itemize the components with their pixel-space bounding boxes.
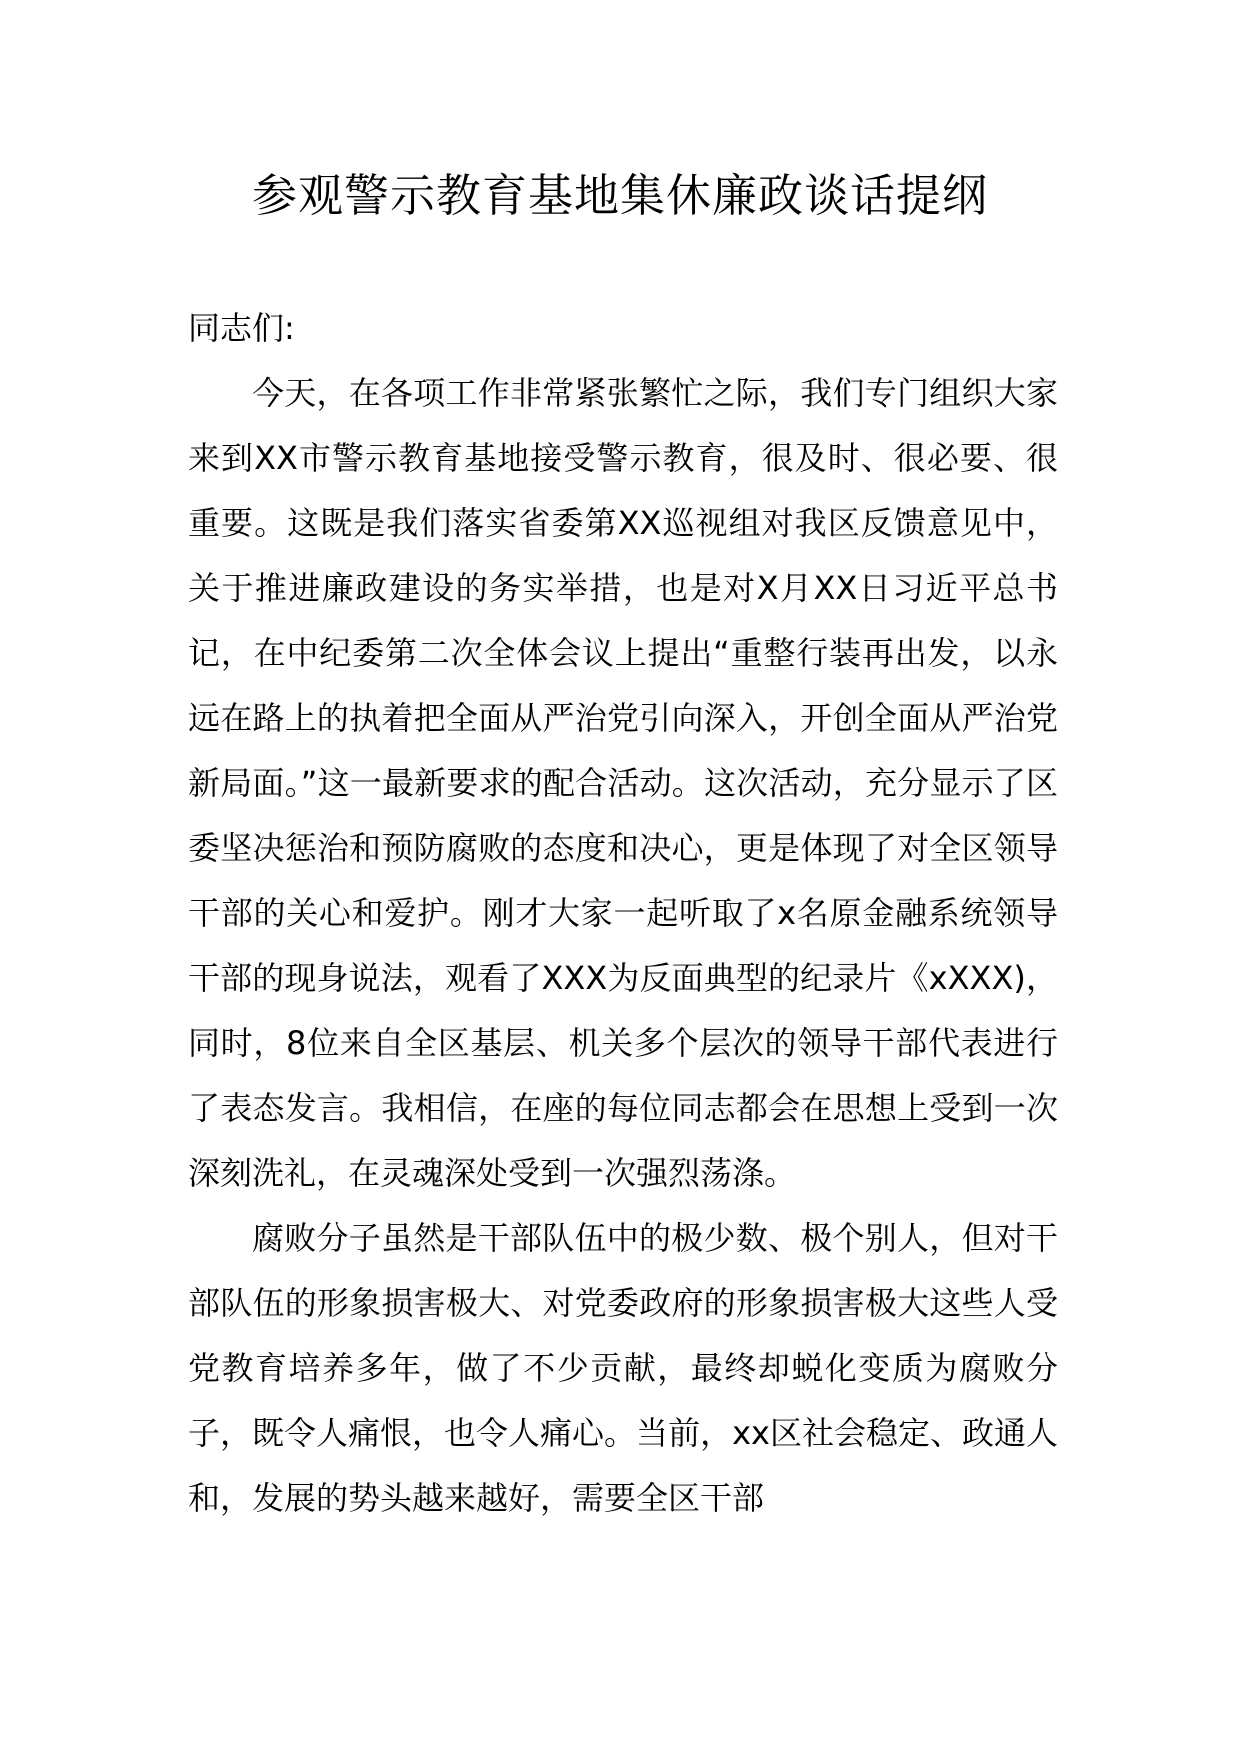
- paragraph-2: 腐败分子虽然是干部队伍中的极少数、极个别人，但对干部队伍的形象损害极大、对党委政府的形象损害极大这些人受党教育培养多年，做了不少贡献，最终却蜕化变质为腐败分子，既令人痛恨，也令人痛心。当前，xx区社会稳定、政通人和，发展的势头越来越好，需要全区干部: [188, 1219, 1058, 1517]
- document-title: 参观警示教育基地集休廉政谈话提纲: [251, 169, 988, 222]
- paragraph-1: 今天，在各项工作非常紧张繁忙之际，我们专门组织大家来到XX市警示教育基地接受警示教育，很及时、很必要、很重要。这既是我们落实省委第XX巡视组对我区反馈意见中，关于推进廉政建设的务实举措，也是对X月XX日习近平总书记，在中纪委第二次全体会议上提出“重整行装再出发，以永远在路上的执着把全面从严治党引向深入，开创全面从严治党新局面。”这一最新要求的配合活动。这次活动，充分显示了区委坚决惩治和预防腐败的态度和决心，更是体现了对全区领导干部的关心和爱护。刚才大家一起听取了x名原金融系统领导干部的现身说法，观看了XXX为反面典型的纪录片《xXXX)，同时，8位来自全区基层、机关多个层次的领导干部代表进行了表态发言。我相信，在座的每位同志都会在思想上受到一次深刻洗礼，在灵魂深处受到一次强烈荡涤。: [188, 374, 1058, 1192]
- salutation: 同志们:: [188, 309, 295, 347]
- document-body: [188, 296, 1058, 1531]
